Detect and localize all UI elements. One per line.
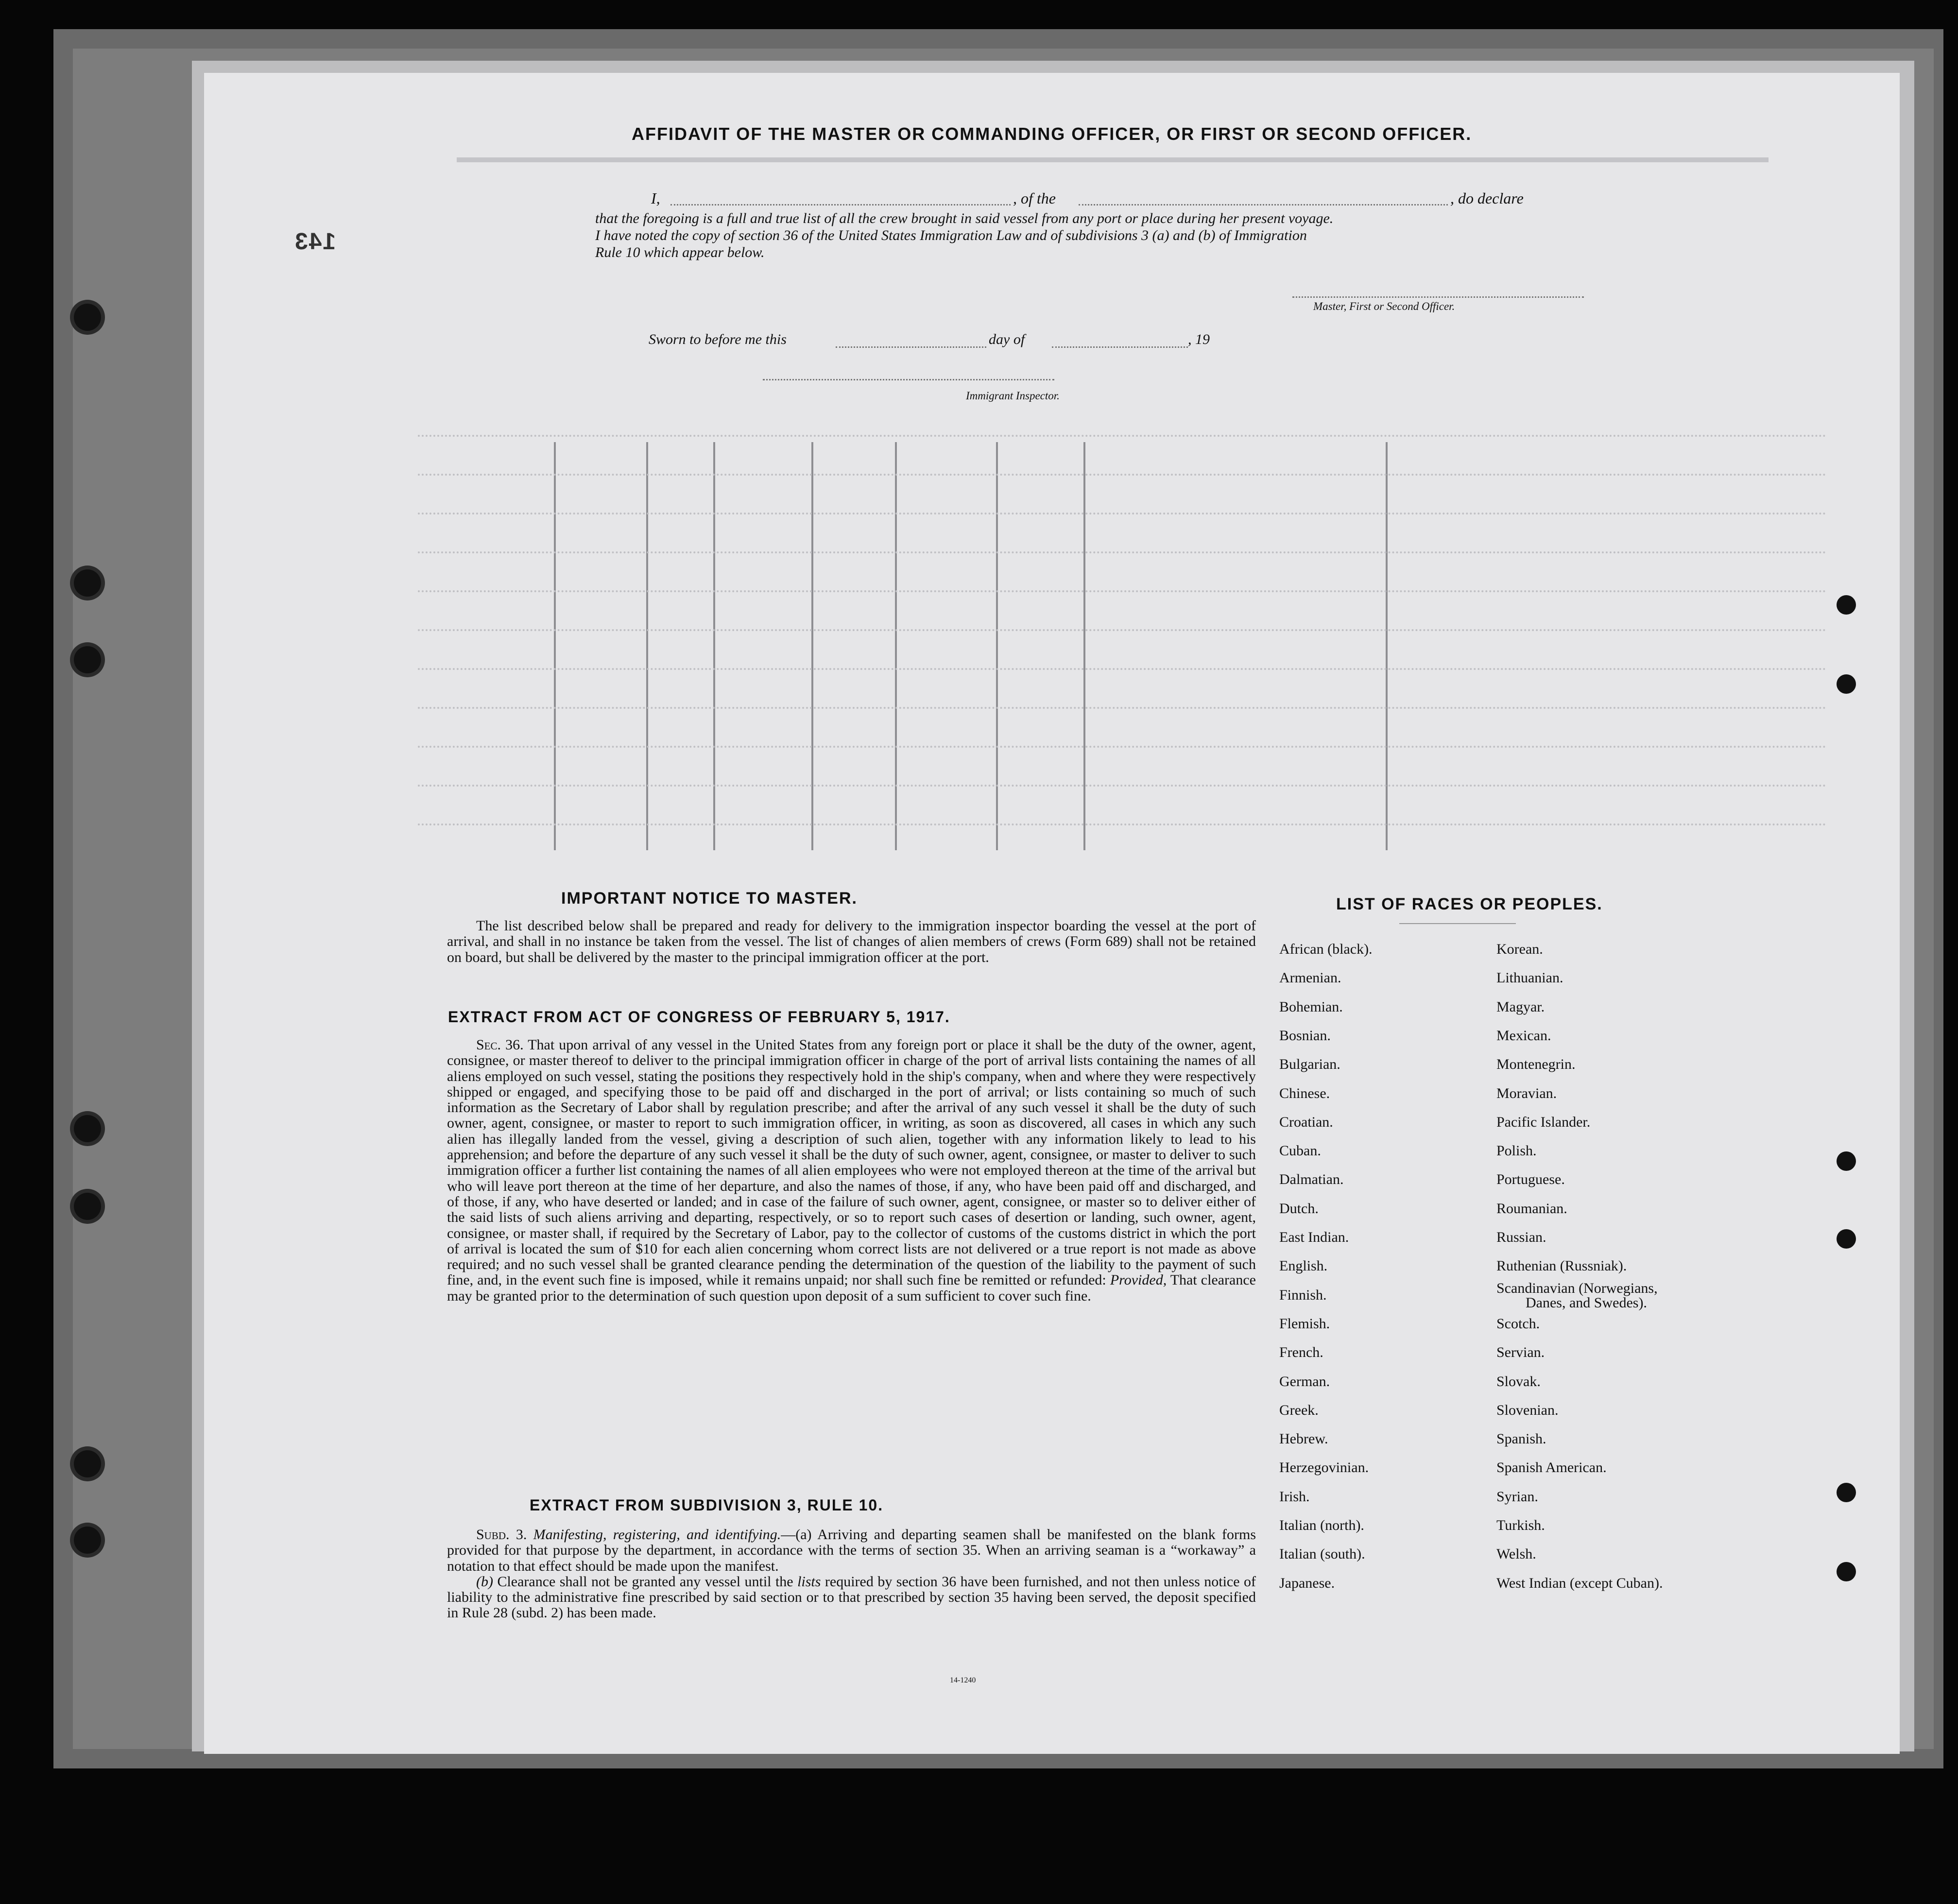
affidavit-line-4: Rule 10 which appear below.	[595, 244, 765, 260]
bleed-column-rule-1	[554, 442, 556, 850]
race-item: Portuguese.	[1496, 1171, 1565, 1188]
race-item: West Indian (except Cuban).	[1496, 1575, 1663, 1591]
master-signature-blank[interactable]	[1292, 296, 1584, 298]
bleed-row	[418, 746, 1827, 748]
race-item: German.	[1279, 1373, 1330, 1389]
bleed-column-rule-7	[1083, 442, 1085, 850]
race-item: Magyar.	[1496, 998, 1545, 1015]
race-item: Spanish American.	[1496, 1459, 1607, 1476]
race-item: Irish.	[1279, 1488, 1310, 1505]
stamp-number: 143	[294, 229, 336, 255]
race-item: Scotch.	[1496, 1315, 1540, 1332]
extract-act-title: EXTRACT FROM ACT OF CONGRESS OF FEBRUARY 5, 1917.	[448, 1008, 950, 1026]
subd-para-a: —(a) Arriving and departing seamen shall be manifested on the blank forms provided for that purpose by the department, in accordance with the terms of section 35. When an arriving seaman is a “workaway” a notation to that effect should be made upon the manifest.	[447, 1527, 1256, 1574]
race-item: Armenian.	[1279, 970, 1341, 986]
punch-hole-left-6	[74, 1450, 101, 1477]
bleed-column-rule-6	[996, 442, 998, 850]
punch-hole-left-4	[74, 1115, 101, 1142]
affidavit-vessel-blank[interactable]	[1079, 204, 1448, 206]
affidavit-i-label: I,	[651, 189, 660, 207]
race-item: Hebrew.	[1279, 1431, 1328, 1447]
race-item: Servian.	[1496, 1344, 1545, 1361]
subd-para-b-label: (b)	[476, 1573, 493, 1590]
subd-para-b-2: required by section 36 have been furnished, and not then unless notice of liability to the administrative fine prescribed by said section or to that prescribed by section 35 having been served, the deposit specified in Rule 28 (subd. 2) has been made.	[447, 1573, 1256, 1621]
inspector-signature-blank[interactable]	[763, 379, 1054, 380]
races-title: LIST OF RACES OR PEOPLES.	[1336, 895, 1603, 913]
race-item: Bohemian.	[1279, 998, 1343, 1015]
race-item: Flemish.	[1279, 1315, 1330, 1332]
race-item: Croatian.	[1279, 1114, 1333, 1130]
punch-hole-left-2	[74, 569, 101, 597]
race-item: Chinese.	[1279, 1085, 1330, 1101]
race-item: Slovak.	[1496, 1373, 1541, 1389]
race-item: Montenegrin.	[1496, 1056, 1576, 1073]
race-item: Italian (south).	[1279, 1546, 1365, 1562]
bleed-column-rule-4	[811, 442, 813, 850]
punch-hole-right-4	[1837, 1229, 1856, 1249]
bleed-row	[418, 823, 1827, 825]
year-label: , 19	[1188, 331, 1210, 347]
affidavit-name-blank[interactable]	[670, 204, 1011, 206]
bleed-row	[418, 629, 1827, 631]
affidavit-declare-label: , do declare	[1450, 189, 1524, 207]
race-item: Bosnian.	[1279, 1027, 1331, 1044]
race-item: African (black).	[1279, 941, 1373, 957]
race-item: Moravian.	[1496, 1085, 1557, 1101]
bleed-row	[418, 590, 1827, 592]
bleed-row	[418, 474, 1827, 476]
subd-para-b-lists: lists	[797, 1573, 821, 1590]
race-item: Scandinavian (Norwegians,	[1496, 1280, 1658, 1297]
notice-title: IMPORTANT NOTICE TO MASTER.	[561, 889, 858, 908]
bleed-row	[418, 551, 1827, 553]
race-item: Bulgarian.	[1279, 1056, 1340, 1073]
race-item: Herzegovinian.	[1279, 1459, 1369, 1476]
race-item: Italian (north).	[1279, 1517, 1364, 1533]
race-item: Polish.	[1496, 1143, 1537, 1159]
affidavit-line-2: that the foregoing is a full and true list of all the crew brought in said vessel from any port or place during her present voyage.	[595, 210, 1334, 226]
punch-hole-right-5	[1837, 1483, 1856, 1502]
bleed-column-rule-8	[1386, 442, 1388, 850]
race-item: Spanish.	[1496, 1431, 1546, 1447]
extract-rule-title: EXTRACT FROM SUBDIVISION 3, RULE 10.	[530, 1496, 884, 1514]
punch-hole-left-3	[74, 646, 101, 673]
affidavit-line-3: I have noted the copy of section 36 of the United States Immigration Law and of subdivisions 3 (a) and (b) of Immigration	[595, 227, 1307, 243]
race-item: Turkish.	[1496, 1517, 1545, 1533]
punch-hole-left-5	[74, 1193, 101, 1220]
punch-hole-left-1	[74, 304, 101, 331]
bleed-row	[418, 435, 1827, 437]
print-code: 14-1240	[950, 1676, 976, 1684]
master-signature-label: Master, First or Second Officer.	[1313, 300, 1455, 312]
race-item: Dutch.	[1279, 1200, 1319, 1217]
bleed-column-rule-5	[895, 442, 897, 850]
extract-act-body	[447, 1037, 1256, 1304]
race-item: Syrian.	[1496, 1488, 1538, 1505]
race-item: Mexican.	[1496, 1027, 1551, 1044]
day-of-label: day of	[989, 331, 1025, 347]
race-item: Slovenian.	[1496, 1402, 1559, 1418]
extract-rule-body	[447, 1527, 1256, 1621]
race-item: Japanese.	[1279, 1575, 1335, 1591]
race-item: Russian.	[1496, 1229, 1546, 1245]
notice-text: The list described below shall be prepared and ready for delivery to the immigration inspector boarding the vessel at the port of arrival, and shall in no instance be taken from the vessel. The list of changes of alien members of crews (Form 689) shall not be retained on board, but shall be delivered by the master to the principal immigration officer at the port.	[447, 918, 1256, 965]
bleed-row	[418, 707, 1827, 709]
punch-hole-left-7	[74, 1527, 101, 1554]
race-item: Roumanian.	[1496, 1200, 1567, 1217]
subd-heading: Manifesting, registering, and identifying.	[533, 1527, 781, 1543]
section-label: Sec. 36.	[476, 1037, 524, 1053]
race-item: East Indian.	[1279, 1229, 1349, 1245]
sworn-month-blank[interactable]	[1052, 346, 1188, 348]
race-item: Danes, and Swedes).	[1526, 1295, 1647, 1311]
race-item: Pacific Islander.	[1496, 1114, 1591, 1130]
race-item: Welsh.	[1496, 1546, 1536, 1562]
race-item: Ruthenian (Russniak).	[1496, 1258, 1627, 1274]
race-item: Cuban.	[1279, 1143, 1321, 1159]
punch-hole-right-2	[1837, 674, 1856, 694]
subd-para-b-1: Clearance shall not be granted any vessel until the	[497, 1573, 793, 1590]
section-36-text: That upon arrival of any vessel in the United States from any foreign port or place it shall be the duty of the owner, agent, consignee, or master thereof to deliver to the principal immigration officer in charge of the port of arrival lists containing the names of all aliens employed on such vessel, stating the positions they respectively hold in the ship's company, when and where they were respectively shipped or engaged, and specifying those to be paid off and discharged in the port of arrival; or lists containing so much of such information as the Secretary of Labor shall by regulation prescribe; and after the arrival of any such vessel it shall be the duty of such owner, agent, consignee, or master to report to such immigration officer, in writing, as soon as discovered, all cases in which any such alien has illegally landed from the vessel, giving a description of such alien, together with any information likely to lead to his apprehension; and before the departure of any such vessel it shall be the duty of such owner, agent, consignee, or master to deliver to such immigration officer a further list containing the names of all alien employees who were not employed thereon at the time of the arrival but who will leave port thereon at the time of her departure, and also the names of those, if any, who have been paid off and discharged, and of those, if any, who have deserted or landed; and in case of the failure of such owner, agent, consignee, or master so to deliver either of the said lists of such aliens arriving and departing, respectively, or so to report such cases of desertion or landing, such owner, agent, consignee, or master shall, if required by the Secretary of Labor, pay to the collector of customs of the customs district in which the port of arrival is located the sum of $10 for each alien concerning whom correct lists are not delivered or a true report is not made as above required; and no such vessel shall be granted clearance pending the determination of the question of the liability to the payment of such fine, and, in the event such fine is imposed, while it remains unpaid; nor shall such fine be remitted or refunded:	[447, 1037, 1256, 1288]
punch-hole-right-6	[1837, 1562, 1856, 1581]
race-item: Greek.	[1279, 1402, 1319, 1418]
bleed-column-rule-2	[646, 442, 648, 850]
inspector-signature-label: Immigrant Inspector.	[966, 390, 1060, 402]
races-title-rule	[1399, 923, 1516, 924]
bleed-row	[418, 513, 1827, 515]
punch-hole-right-1	[1837, 595, 1856, 615]
section-36-text-end: That clearance may be granted prior to the determination of such question upon deposit of a sum sufficient to cover such fine.	[447, 1272, 1256, 1304]
bleed-row	[418, 668, 1827, 670]
bleed-column-rule-3	[713, 442, 715, 850]
manifest-sheet	[204, 73, 1900, 1754]
sworn-day-blank[interactable]	[836, 346, 986, 348]
race-item: Korean.	[1496, 941, 1543, 957]
race-item: English.	[1279, 1258, 1328, 1274]
provided-label: Provided,	[1110, 1272, 1167, 1288]
sworn-label: Sworn to before me this	[649, 331, 787, 347]
bleed-row	[418, 785, 1827, 787]
punch-hole-right-3	[1837, 1151, 1856, 1171]
affidavit-of-the-label: , of the	[1013, 189, 1056, 207]
race-item: Lithuanian.	[1496, 970, 1563, 986]
subd-label: Subd. 3.	[476, 1527, 527, 1543]
race-item: Dalmatian.	[1279, 1171, 1344, 1188]
race-item: Finnish.	[1279, 1286, 1327, 1303]
race-item: French.	[1279, 1344, 1323, 1361]
notice-body	[447, 918, 1256, 965]
affidavit-title: AFFIDAVIT OF THE MASTER OR COMMANDING OFFICER, OR FIRST OR SECOND OFFICER.	[632, 124, 1472, 144]
